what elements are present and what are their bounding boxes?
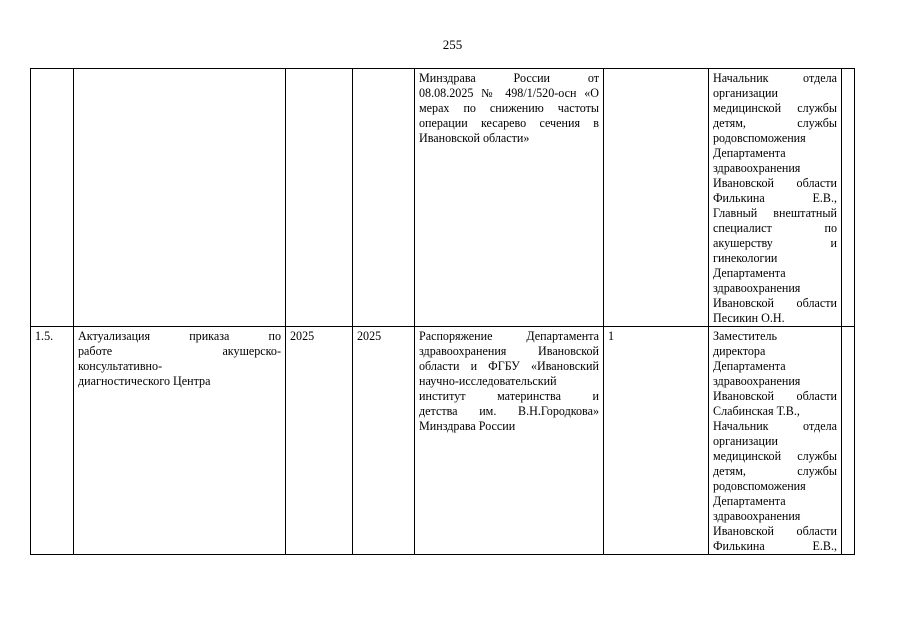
responsible-line: здравоохранения [713, 161, 801, 175]
responsible-line: здравоохранения [713, 281, 801, 295]
responsible-line: Слабинская Т.В., [713, 404, 800, 418]
document-line: Минздрава России от [419, 71, 599, 85]
responsible-line: медицинской службы [713, 449, 837, 463]
document-cell [415, 69, 604, 327]
responsible-line: Департамента [713, 359, 786, 373]
responsible-cell [709, 69, 842, 327]
document-line: операции кесарево сечения в [419, 116, 599, 130]
responsible-line: родовспоможения [713, 479, 806, 493]
activity-line: консультативно- [78, 359, 163, 373]
responsible-line: организации [713, 86, 778, 100]
activity-line: работе акушерско- [78, 344, 281, 358]
indicator-cell: 1 [604, 327, 709, 555]
responsible-line: детям, службы [713, 116, 837, 130]
responsible-line: специалист по [713, 221, 837, 235]
responsible-line: организации [713, 434, 778, 448]
start-year-cell [286, 69, 353, 327]
activity-cell [74, 327, 286, 555]
responsible-line: здравоохранения [713, 509, 801, 523]
activity-line: диагностического Центра [78, 374, 211, 388]
responsible-line: Филькина Е.В., [713, 539, 837, 553]
document-line: Ивановской области» [419, 131, 530, 145]
end-year-cell [353, 69, 415, 327]
activity-cell [74, 69, 286, 327]
responsible-line: Ивановской области [713, 389, 837, 403]
responsible-line: Ивановской области [713, 524, 837, 538]
document-line: Минздрава России [419, 419, 516, 433]
document-line: научно-исследовательский [419, 374, 557, 388]
responsible-line: Департамента [713, 146, 786, 160]
responsible-line: медицинской службы [713, 101, 837, 115]
responsible-line: Песикин О.Н. [713, 311, 785, 325]
document-line: детства им. В.Н.Городкова» [419, 404, 599, 418]
responsible-line: Заместитель [713, 329, 778, 343]
responsible-line: Начальник отдела [713, 71, 837, 85]
document-line: 08.08.2025 № 498/1/520-осн «О [419, 86, 599, 100]
responsible-line: Департамента [713, 266, 786, 280]
responsible-line: Начальник отдела [713, 419, 837, 433]
plan-table [30, 68, 855, 555]
document-line: области и ФГБУ «Ивановский [419, 359, 599, 373]
table-row [31, 69, 855, 327]
table-row [31, 327, 855, 555]
page-number: 255 [442, 37, 463, 52]
activity-line: Актуализация приказа по [78, 329, 281, 343]
responsible-line: родовспоможения [713, 131, 806, 145]
responsible-line: детям, службы [713, 464, 837, 478]
responsible-line: акушерству и [713, 236, 837, 250]
responsible-line: директора [713, 344, 766, 358]
end-year-cell: 2025 [353, 327, 415, 555]
number-cell [31, 69, 74, 327]
start-year-cell: 2025 [286, 327, 353, 555]
document-cell [415, 327, 604, 555]
responsible-line: Филькина Е.В., [713, 191, 837, 205]
responsible-line: Ивановской области [713, 296, 837, 310]
responsible-cell [709, 327, 842, 555]
number-cell: 1.5. [31, 327, 74, 555]
document-line: институт материнства и [419, 389, 599, 403]
document-line: Распоряжение Департамента [419, 329, 599, 343]
responsible-line: здравоохранения [713, 374, 801, 388]
indicator-cell [604, 69, 709, 327]
responsible-line: Главный внештатный [713, 206, 837, 220]
document-line: мерах по снижению частоты [419, 101, 599, 115]
responsible-line: гинекологии [713, 251, 778, 265]
responsible-line: Ивановской области [713, 176, 837, 190]
extra-cell [842, 69, 855, 327]
document-line: здравоохранения Ивановской [419, 344, 599, 358]
responsible-line: Департамента [713, 494, 786, 508]
extra-cell [842, 327, 855, 555]
